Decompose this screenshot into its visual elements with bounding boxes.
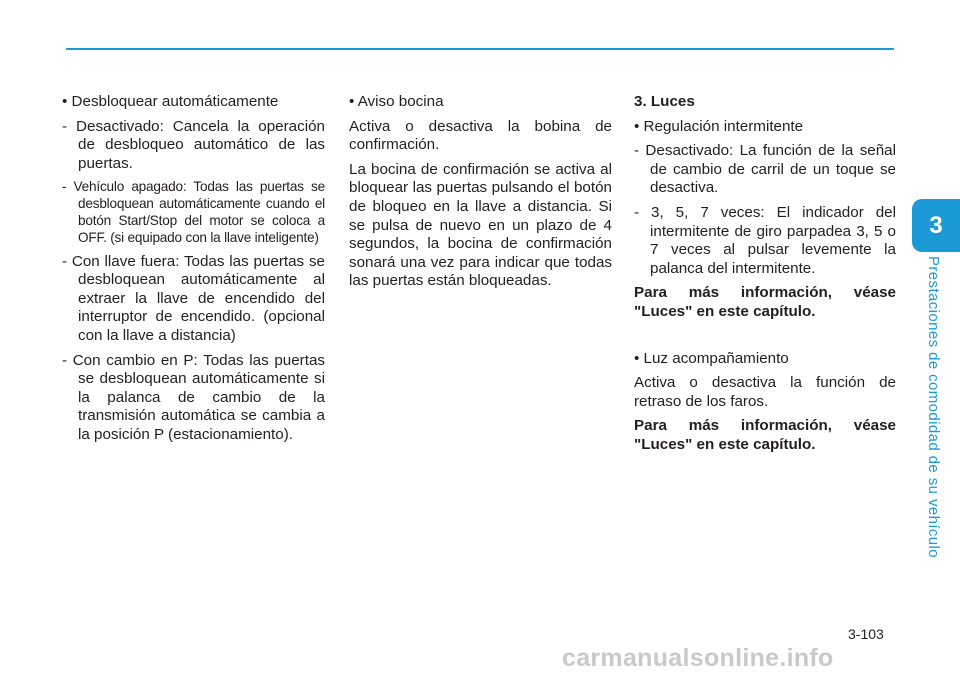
note-lights-1: Para más información, véase "Luces" en este capítulo. [634,284,896,320]
item-vehicle-off: - Vehículo apagado: Todas las puertas se desbloquean automáticamente cuando el botón Start/Stop del motor se coloca a OFF. (si equipado con la llave inteligente) [62,179,325,245]
column-2 [349,93,612,297]
column-1 [62,93,325,451]
bullet-turn-signal: • Regulación intermitente [634,117,804,135]
item-disabled: - Desactivado: Cancela la operación de desbloqueo automático de las puertas. [62,117,325,172]
bullet-horn-alert: • Aviso bocina [349,93,444,110]
horn-paragraph-2: La bocina de confirmación se activa al bloquear las puertas pulsando el botón de bloqueo en la llave a distancia. Si se pulsa de nuevo en un plazo de 4 segundos, la bocina de confirmación sonará una vez para indicar que todas las puertas están bloqueadas. [349,160,612,290]
note-lights-2: Para más información, véase "Luces" en este capítulo. [634,417,896,453]
item-key-out: - Con llave fuera: Todas las puertas se desbloquean automáticamente al extraer la llave de encendido del interruptor de encendido. (opcional con la llave a distancia) [62,252,325,344]
column-3 [634,93,896,461]
top-rule [66,48,894,50]
watermark-text: carmanualsonline.info [562,644,834,672]
spacer [634,328,896,350]
escort-paragraph: Activa o desactiva la función de retraso de los faros. [634,374,896,410]
item-turn-disabled: - Desactivado: La función de la señal de cambio de carril de un toque se desactiva. [634,142,896,197]
item-turn-times: - 3, 5, 7 veces: El indicador del intermitente de giro parpadea 3, 5 o 7 veces al pulsar levemente la palanca del intermitente. [634,203,896,277]
section-heading-lights: 3. Luces [634,93,695,110]
item-shift-p: - Con cambio en P: Todas las puertas se desbloquean automáticamente si la palanca de cambio de la transmisión automática se cambia a la posición P (estacionamiento). [62,351,325,443]
page-number: 3-103 [848,626,884,642]
chapter-tab: 3 [912,199,960,252]
side-title-wrap [918,256,948,559]
bullet-escort-light: • Luz acompañamiento [634,349,789,367]
bullet-auto-unlock: • Desbloquear automáticamente [62,93,279,110]
side-chapter-title: Prestaciones de comodidad de su vehículo [925,256,942,559]
horn-paragraph-1: Activa o desactiva la bobina de confirmación. [349,117,612,154]
